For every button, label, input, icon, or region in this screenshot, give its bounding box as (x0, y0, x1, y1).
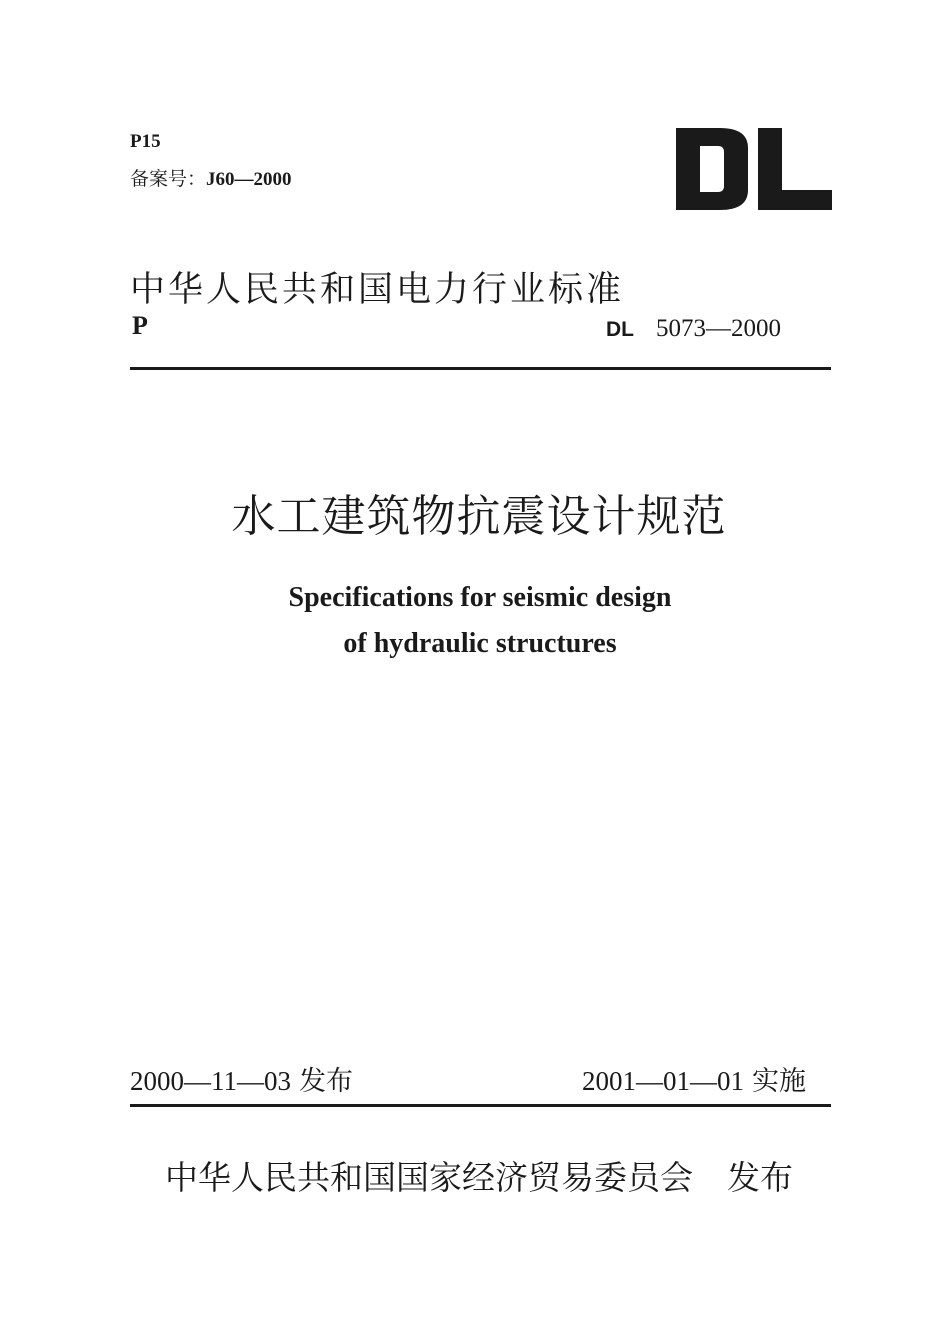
filing-number (130, 164, 292, 191)
top-divider (130, 367, 831, 370)
issue-date (130, 1059, 353, 1098)
standard-number (606, 313, 781, 343)
standard-category: P (132, 311, 148, 340)
bottom-divider (130, 1104, 831, 1107)
effective-date (582, 1059, 806, 1098)
effective-date-value: 2001—01—01 (582, 1066, 744, 1096)
publisher-name: 中华人民共和国国家经济贸易委员会 (165, 1158, 693, 1197)
effective-date-label: 实施 (752, 1066, 806, 1097)
filing-label: 备案号： (130, 168, 207, 190)
publisher-action: 发布 (727, 1158, 793, 1197)
document-title-english-line2: of hydraulic structures (343, 628, 617, 659)
standard-code-number: 5073—2000 (656, 315, 781, 342)
issue-date-value: 2000—11—03 (130, 1066, 291, 1096)
filing-value: J60—2000 (206, 169, 292, 190)
industry-standard-title: 中华人民共和国电力行业标准 (130, 270, 625, 310)
dl-logo (676, 128, 832, 210)
publisher (165, 1152, 793, 1199)
classification-code: P15 (130, 131, 161, 152)
issue-date-label: 发布 (299, 1066, 353, 1097)
standard-code-prefix: DL (606, 318, 634, 341)
document-title-english-line1: Specifications for seismic design (288, 582, 672, 613)
document-title-chinese: 水工建筑物抗震设计规范 (231, 491, 727, 542)
